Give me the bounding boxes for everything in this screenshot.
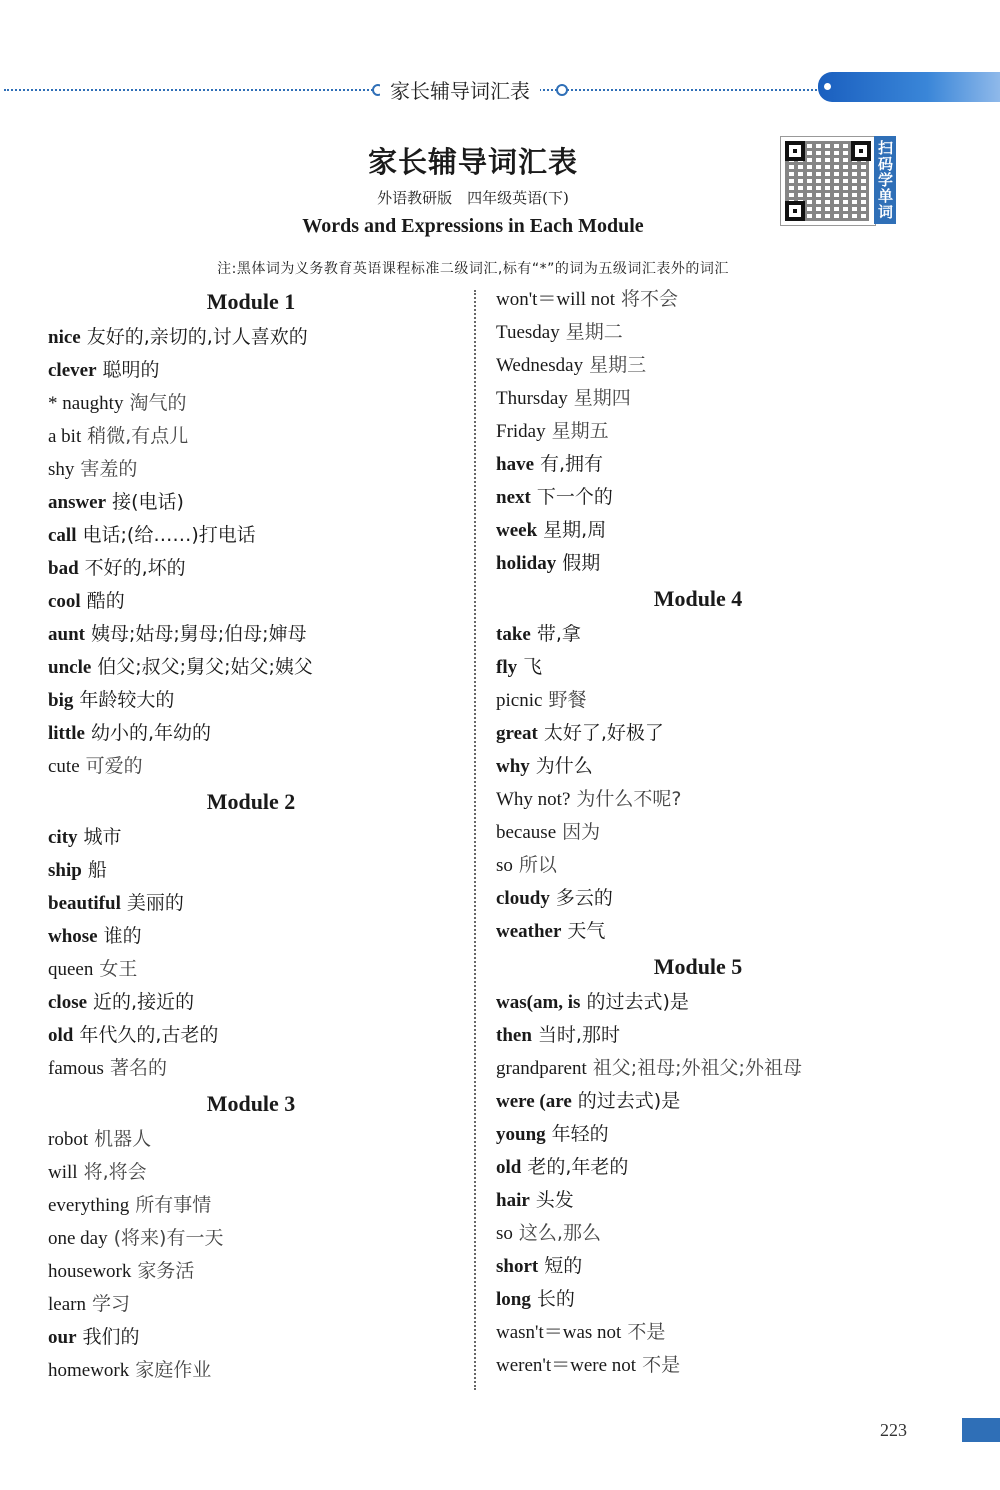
vocab-chinese: 星期三 [589,354,647,376]
vocab-entry [48,1321,458,1354]
module-heading-text: Module 5 [653,954,743,979]
vocab-chinese: 为什么 [535,755,593,777]
qr-code[interactable] [780,136,876,226]
vocab-english: uncle [48,657,92,678]
vocab-chinese: 船 [87,859,107,881]
vocab-chinese: 老的,年老的 [527,1156,629,1178]
vocab-english: young [496,1124,546,1145]
vocab-chinese: 将,将会 [83,1161,147,1183]
vocab-entry [496,1052,956,1085]
vocab-chinese: 天气 [567,920,606,942]
qr-finder-top-left [785,141,805,161]
module-heading [48,1085,454,1123]
vocab-chinese: 长的 [536,1288,575,1310]
vocab-english: learn [48,1294,86,1315]
module-heading [48,783,454,821]
vocab-chinese: 野餐 [548,689,587,711]
vocab-entry [496,1019,956,1052]
vocab-english: weather [496,921,562,942]
vocab-english: old [496,1157,522,1178]
vocab-english: homework [48,1360,130,1381]
vocab-english: everything [48,1195,130,1216]
vocab-chinese: 机器人 [94,1128,152,1150]
vocab-english: cloudy [496,888,550,909]
vocab-chinese: 有,拥有 [540,453,604,475]
vocab-chinese: 下一个的 [536,486,613,508]
vocab-chinese: 不好的,坏的 [84,557,186,579]
vocab-entry [48,1222,458,1255]
vocab-english: ship [48,860,82,881]
vocab-english: grandparent [496,1058,587,1079]
vocab-entry [496,1217,956,1250]
vocab-entry [496,882,956,915]
vocab-entry [48,387,458,420]
vocab-entry [496,1316,956,1349]
vocab-english: nice [48,327,81,348]
vocab-chinese: 头发 [535,1189,574,1211]
vocab-chinese: 电话;(给……)打电话 [82,524,256,546]
vocab-entry [48,986,458,1019]
vocab-chinese: 害羞的 [80,458,138,480]
vocab-chinese: 短的 [544,1255,583,1277]
vocab-chinese: 这么,那么 [518,1222,601,1244]
vocab-entry [48,821,458,854]
vocab-entry [496,481,956,514]
vocab-english: cool [48,591,81,612]
vocab-english: then [496,1025,532,1046]
vocab-chinese: 聪明的 [102,359,160,381]
vocab-chinese: 姨母;姑母;舅母;伯母;婶母 [90,623,307,645]
vocab-entry [48,717,458,750]
vocab-chinese: 美丽的 [126,892,184,914]
vocab-english: won't＝will not [496,289,616,310]
vocab-chinese: 年轻的 [551,1123,609,1145]
vocab-entry [496,849,956,882]
vocab-english: long [496,1289,531,1310]
vocab-chinese: 我们的 [82,1326,140,1348]
vocab-english: call [48,525,77,546]
column-divider [474,290,476,1390]
vocab-english: next [496,487,531,508]
vocab-chinese: 的过去式)是 [577,1090,681,1112]
vocab-english: great [496,723,538,744]
module-heading-text: Module 2 [206,789,296,814]
running-title: 家长辅导词汇表 [380,75,540,104]
module-heading [496,948,900,986]
vocab-entry [48,953,458,986]
vocab-english: whose [48,926,98,947]
vocab-english: queen [48,959,94,980]
vocab-chinese: 近的,接近的 [93,991,195,1013]
vocab-english: big [48,690,74,711]
module-heading [48,283,454,321]
vocab-entry [496,915,956,948]
vocab-entry [48,420,458,453]
vocab-entry [48,453,458,486]
vocab-entry [48,585,458,618]
vocab-chinese: 城市 [83,826,122,848]
qr-finder-bottom-left [785,201,805,221]
vocab-chinese: (将来)有一天 [113,1227,224,1249]
vocab-english: city [48,827,78,848]
vocab-chinese: 不是 [627,1321,666,1343]
vocab-english: Why not? [496,789,571,810]
vocab-entry [48,552,458,585]
vocab-english: little [48,723,85,744]
vocab-english: holiday [496,553,557,574]
vocab-english: answer [48,492,107,513]
vocab-entry [496,1283,956,1316]
vocab-chinese: 星期五 [551,420,609,442]
vocab-entry [496,448,956,481]
vocab-english: shy [48,459,75,480]
vocab-chinese: 带,拿 [536,623,581,645]
vocab-entry [48,519,458,552]
vocab-entry [496,283,956,316]
vocab-chinese: 所以 [518,854,557,876]
vocab-chinese: 幼小的,年幼的 [90,722,211,744]
vocab-entry [48,651,458,684]
vocab-english: fly [496,657,518,678]
vocab-chinese: 淘气的 [129,392,187,414]
vocab-english: famous [48,1058,104,1079]
vocab-chinese: 女王 [99,958,138,980]
vocab-entry [496,1085,956,1118]
vocab-english: weren't＝were not [496,1355,637,1376]
vocab-english: because [496,822,557,843]
vocab-english: Thursday [496,388,568,409]
vocab-chinese: 祖父;祖母;外祖父;外祖母 [592,1057,802,1079]
vocab-chinese: 多云的 [555,887,613,909]
vocab-english: so [496,1223,513,1244]
vocab-english: have [496,454,534,475]
vocab-english: hair [496,1190,530,1211]
vocab-english: week [496,520,538,541]
vocab-entry [48,354,458,387]
vocab-entry [496,684,956,717]
vocab-entry [48,618,458,651]
vocab-entry [496,415,956,448]
vocab-entry [48,1123,458,1156]
vocab-entry [496,1349,956,1382]
vocab-chinese: 因为 [562,821,601,843]
vocab-english: robot [48,1129,89,1150]
vocab-entry [496,1151,956,1184]
vocab-english: picnic [496,690,543,711]
running-header [0,72,1000,108]
vocab-entry [48,486,458,519]
vocab-entry [496,316,956,349]
qr-finder-top-right [851,141,871,161]
module-heading-text: Module 1 [206,289,296,314]
vocab-english: clever [48,360,97,381]
vocab-chinese: 为什么不呢? [576,788,682,810]
page-subtitle: 外语教研版 四年级英语(下) [377,189,569,207]
vocabulary-note: 注:黑体词为义务教育英语课程标准二级词汇,标有“*”的词为五级词汇表外的词汇 [217,261,729,277]
vocab-chinese: 的过去式)是 [586,991,689,1013]
vocab-entry [48,321,458,354]
vocab-english: our [48,1327,77,1348]
vocab-chinese: 将不会 [621,288,679,310]
vocab-entry [496,1250,956,1283]
vocab-chinese: 星期,周 [543,519,607,541]
vocab-chinese: 所有事情 [135,1194,212,1216]
vocab-english: beautiful [48,893,121,914]
module-heading [496,580,900,618]
vocab-entry [48,854,458,887]
vocab-chinese: 家务活 [137,1260,195,1282]
page-corner-bar [962,1418,1000,1442]
vocab-english: housework [48,1261,132,1282]
vocab-english: aunt [48,624,85,645]
vocab-entry [48,1156,458,1189]
vocab-chinese: 接(电话) [112,491,184,513]
vocab-chinese: 假期 [562,552,601,574]
vocab-entry [48,1354,458,1387]
right-word-column [496,283,956,1382]
vocab-chinese: 当时,那时 [537,1024,620,1046]
vocab-entry [48,684,458,717]
vocab-entry [48,1189,458,1222]
page-number: 223 [880,1420,907,1440]
vocab-entry [496,1184,956,1217]
vocab-english: Friday [496,421,546,442]
vocab-chinese: 不是 [642,1354,681,1376]
vocab-entry [48,887,458,920]
vocab-chinese: 星期二 [565,321,623,343]
vocab-english: close [48,992,88,1013]
vocab-entry [496,651,956,684]
vocab-english: was(am, is [496,992,581,1013]
vocab-chinese: 学习 [91,1293,130,1315]
vocab-entry [496,1118,956,1151]
vocab-chinese: 友好的,亲切的,讨人喜欢的 [86,326,308,348]
vocab-chinese: 年代久的,古老的 [79,1024,219,1046]
vocab-entry [48,1052,458,1085]
vocab-chinese: 星期四 [573,387,631,409]
vocab-entry [48,750,458,783]
module-heading-text: Module 3 [206,1091,296,1116]
vocab-entry [496,514,956,547]
vocab-chinese: 年龄较大的 [79,689,175,711]
qr-scan-label: 扫码学单词 [874,136,896,224]
vocab-chinese: 稍微,有点儿 [87,425,189,447]
vocab-english: a bit [48,426,82,447]
vocab-chinese: 飞 [523,656,543,678]
header-tab-dot [824,83,831,90]
vocab-english: Wednesday [496,355,584,376]
vocab-entry [496,382,956,415]
header-blue-tab [818,72,1000,102]
vocab-entry [496,618,956,651]
page-title: 家长辅导词汇表 [367,145,578,179]
vocab-entry [496,986,956,1019]
vocab-english: short [496,1256,539,1277]
header-ornament-right [556,84,568,96]
vocab-entry [496,547,956,580]
vocab-chinese: 太好了,好极了 [543,722,664,744]
vocab-english: * naughty [48,393,124,414]
vocab-english: will [48,1162,78,1183]
vocab-english: cute [48,756,80,777]
vocab-chinese: 伯父;叔父;舅父;姑父;姨父 [97,656,313,678]
vocab-chinese: 可爱的 [85,755,143,777]
vocab-english: why [496,756,530,777]
vocab-english: were (are [496,1091,572,1112]
vocab-chinese: 谁的 [103,925,142,947]
vocab-english: old [48,1025,74,1046]
vocab-entry [48,1288,458,1321]
vocab-chinese: 家庭作业 [135,1359,212,1381]
vocab-english: Tuesday [496,322,560,343]
module-heading-text: Module 4 [653,586,743,611]
vocab-english: bad [48,558,79,579]
vocab-entry [496,717,956,750]
vocab-chinese: 著名的 [109,1057,167,1079]
vocab-entry [48,920,458,953]
vocab-entry [496,750,956,783]
vocab-entry [496,816,956,849]
left-word-column [48,283,458,1387]
vocab-english: take [496,624,531,645]
vocab-english: so [496,855,513,876]
vocab-entry [496,783,956,816]
vocab-english: one day [48,1228,108,1249]
vocab-chinese: 酷的 [86,590,125,612]
vocab-entry [48,1019,458,1052]
vocab-english: wasn't＝was not [496,1322,622,1343]
english-title: Words and Expressions in Each Module [302,215,644,237]
vocab-entry [496,349,956,382]
vocab-entry [48,1255,458,1288]
